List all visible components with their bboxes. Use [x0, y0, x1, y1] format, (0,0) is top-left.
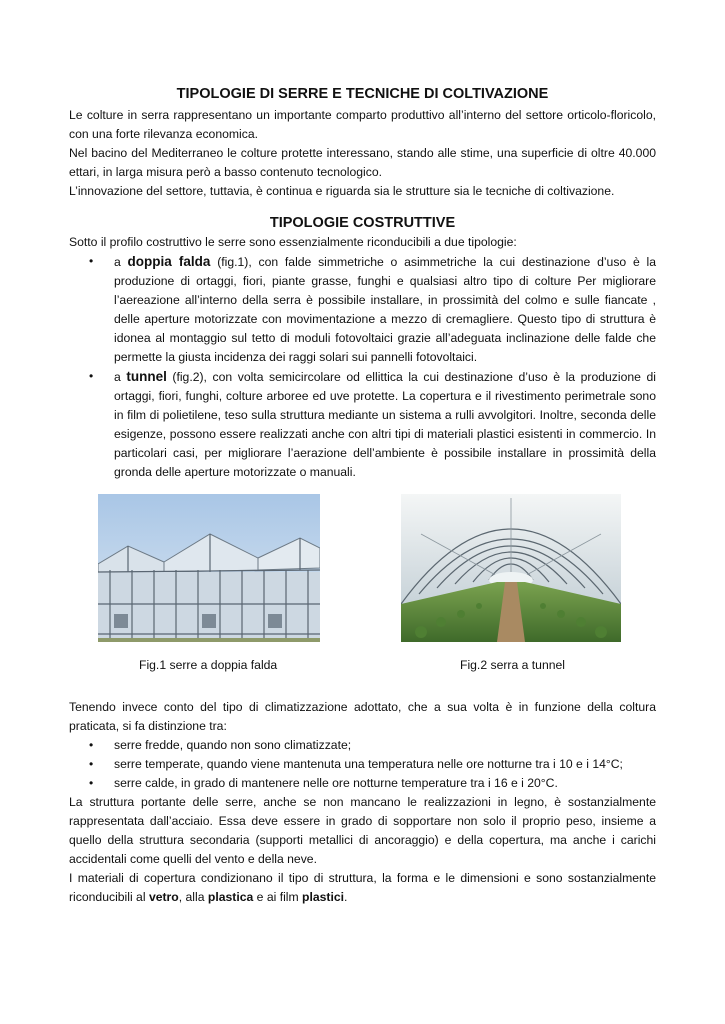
figure-doppia-falda	[98, 494, 320, 642]
bullet-icon: •	[89, 757, 94, 771]
materials-paragraph	[69, 869, 656, 907]
list-item-tunnel	[69, 367, 656, 482]
materials-plastica: plastica	[207, 890, 254, 904]
materials-vetro: vetro	[148, 890, 179, 904]
climate-types-list	[69, 736, 656, 793]
bullet-icon: •	[89, 738, 94, 752]
bullet-icon: •	[89, 776, 94, 790]
intro-paragraph-3: L’innovazione del settore, tuttavia, è continua e riguarda sia le strutture sia le tecniche di coltivazione.	[69, 184, 615, 198]
construction-types-list	[69, 252, 656, 482]
list-item-serre-fredde	[69, 736, 656, 755]
document-title: TIPOLOGIE DI SERRE E TECNICHE DI COLTIVAZIONE	[176, 86, 549, 102]
item-text: serre temperate, quando viene mantenuta una temperatura nelle ore notturne tra i 10 e i 14°C;	[114, 757, 623, 771]
figures-row	[69, 494, 656, 692]
materials-text: e ai film	[253, 890, 303, 904]
intro-paragraph-1: Le colture in serra rappresentano un importante comparto produttivo all’interno del settore orticolo-floricolo, con una forte rilevanza economica.	[69, 108, 656, 141]
structure-paragraph: La struttura portante delle serre, anche se non mancano le realizzazioni in legno, è sostanzialmente rappresentata dall’acciaio. Essa deve essere in grado di sopportare non solo il proprio peso, insieme a quello della struttura secondaria (supporti metallici di ancoraggio) e della copertura, ma anche i carichi accidentali come quelli del vento e della neve.	[69, 795, 656, 866]
item-prefix: a	[114, 255, 128, 269]
figure-tunnel	[401, 494, 621, 642]
climate-intro: Tenendo invece conto del tipo di climatizzazione adottato, che a sua volta è in funzione della coltura praticata, si fa distinzione tra:	[69, 700, 656, 733]
bullet-icon: •	[89, 369, 94, 383]
list-item-serre-temperate	[69, 755, 656, 774]
item-text: serre fredde, quando non sono climatizzate;	[114, 738, 352, 752]
item-text: (fig.2), con volta semicircolare od ellittica la cui destinazione d’uso è la produzione di ortaggi, fiori, funghi, colture arboree ed uve protette. La copertura e il rivestimento perimetrale sono in film di polietilene, teso sulla struttura mediante un sistema a rulli avvolgitori. Inoltre, seconda delle esigenze, possono essere realizzati anche con altri tipi di materiali plastici esistenti in commercio. In particolari casi, per migliorare l’aerazione dell’ambiente è possibile installare in prossimità della gronda delle aperture motorizzate o manuali.	[114, 370, 656, 479]
item-text: serre calde, in grado di mantenere nelle ore notturne temperature tra i 16 e i 20°C.	[114, 776, 558, 790]
item-text: (fig.1), con falde simmetriche o asimmetriche la cui destinazione d’uso è la produzione di ortaggi, fiori, piante grasse, funghi e qualsiasi altro tipo di colture Per migliorare l’aereazione all’interno della serra è possibile installare, in prossimità del colmo e sulle fiancate , delle aperture motorizzate con movimentazione a mezzo di cremagliere. Questo tipo di struttura è idonea al montaggio sul tetto di moduli fotovoltaici grazie all’adeguata inclinazione delle falde che permette la giusta incidenza dei raggi solari sui pannelli fotovoltaici.	[114, 255, 656, 364]
materials-text: I materiali di copertura condizionano il tipo di struttura, la forma e le dimensioni e sono sostanzialmente riconducibili al	[69, 871, 656, 904]
figure-2-caption: Fig.2 serra a tunnel	[460, 658, 566, 672]
greenhouse-tunnel-image	[401, 494, 621, 642]
document-page	[69, 86, 656, 907]
term-tunnel: tunnel	[126, 369, 167, 384]
list-item-serre-calde	[69, 774, 656, 793]
figure-1-caption: Fig.1 serre a doppia falda	[139, 658, 278, 672]
greenhouse-doppia-falda-image	[98, 494, 320, 642]
materials-text: , alla	[178, 890, 208, 904]
term-doppia-falda: doppia falda	[127, 254, 211, 269]
item-prefix: a	[114, 370, 127, 384]
materials-text: .	[344, 890, 348, 904]
intro-paragraph-2: Nel bacino del Mediterraneo le colture protette interessano, stando alle stime, una superficie di oltre 40.000 ettari, in larga misura però a basso contenuto tecnologico.	[69, 146, 656, 179]
list-item-doppia-falda	[69, 252, 656, 367]
section-title: TIPOLOGIE COSTRUTTIVE	[269, 215, 456, 231]
bullet-icon: •	[89, 254, 94, 268]
materials-plastici: plastici	[302, 890, 345, 904]
section-intro: Sotto il profilo costruttivo le serre sono essenzialmente riconducibili a due tipologie:	[69, 235, 517, 249]
